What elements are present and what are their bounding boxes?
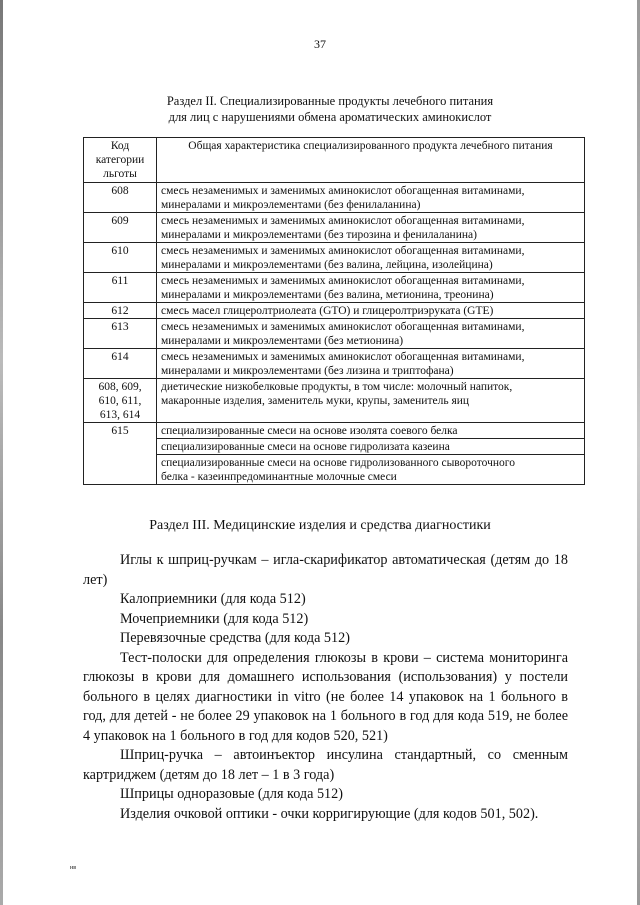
row-description: смесь незаменимых и заменимых аминокислот обогащенная витаминами, минералами и микроэлементами (без фенилаланина) — [157, 183, 585, 213]
list-item: Изделия очковой оптики - очки корригирующие (для кодов 501, 502). — [120, 805, 539, 822]
table-header-row — [84, 138, 585, 183]
table-row — [84, 243, 585, 273]
row-code: 615 — [84, 423, 157, 485]
table-row — [84, 349, 585, 379]
section2-title-line1: Раздел II. Специализированные продукты лечебного питания — [166, 94, 494, 108]
table-row — [84, 303, 585, 319]
list-item: Шприц-ручка – автоинъектор инсулина стандартный, со сменным картриджем (детям до 18 лет – 1 в 3 года) — [83, 747, 568, 783]
row-description: специализированные смеси на основе гидролизата казеина — [157, 439, 585, 455]
table-row — [84, 423, 585, 439]
row-code: 609 — [84, 213, 157, 243]
list-item: Иглы к шприц-ручкам – игла-скарификатор автоматическая (детям до 18 лет) — [83, 552, 568, 588]
row-code: 613 — [84, 319, 157, 349]
row-description: смесь незаменимых и заменимых аминокислот обогащенная витаминами, минералами и микроэлементами (без валина, лейцина, изолейцина) — [157, 243, 585, 273]
list-item: Тест-полоски для определения глюкозы в крови – система мониторинга глюкозы в крови для домашнего использования (использования) у постели больного в целях диагностики in vitro (не более 14 упаковок на 1 больного в год, для детей - не более 29 упаковок на 1 больного в год для кода 519, не более 4 упаковок на 1 больного в год для кодов 520, 521) — [83, 649, 568, 744]
row-code: 611 — [84, 273, 157, 303]
row-description: специализированные смеси на основе изолята соевого белка — [157, 423, 585, 439]
table-row — [84, 319, 585, 349]
row-code: 610 — [84, 243, 157, 273]
table-row — [84, 439, 585, 455]
list-item: Калоприемники (для кода 512) — [120, 591, 306, 607]
row-description: смесь незаменимых и заменимых аминокислот обогащенная витаминами, минералами и микроэлементами (без лизина и триптофана) — [157, 349, 585, 379]
scan-edge-left — [0, 0, 3, 905]
table-row — [84, 213, 585, 243]
page-number: 37 — [314, 37, 326, 51]
benefit-products-table — [83, 137, 585, 485]
table-row — [84, 273, 585, 303]
row-description: смесь незаменимых и заменимых аминокислот обогащенная витаминами, минералами и микроэлементами (без метионина) — [157, 319, 585, 349]
row-description: смесь масел глицеролтриолеата (GTO) и глицеролтриэруката (GTE) — [157, 303, 585, 319]
row-description: смесь незаменимых и заменимых аминокислот обогащенная витаминами, минералами и микроэлементами (без тирозина и фенилаланина) — [157, 213, 585, 243]
header-description: Общая характеристика специализированного продукта лечебного питания — [157, 138, 585, 183]
list-item: Перевязочные средства (для кода 512) — [120, 630, 350, 646]
list-item: Шприцы одноразовые (для кода 512) — [120, 786, 343, 802]
row-code: 614 — [84, 349, 157, 379]
footer-mark: нв — [70, 865, 77, 871]
table-row — [84, 455, 585, 485]
row-description: специализированные смеси на основе гидролизованного сывороточного белка - казеинпредоминантные молочные смеси — [157, 455, 585, 485]
section2-title-line2: для лиц с нарушениями обмена ароматических аминокислот — [168, 110, 492, 124]
table-row — [84, 379, 585, 423]
table-row — [84, 183, 585, 213]
row-code: 612 — [84, 303, 157, 319]
row-description: смесь незаменимых и заменимых аминокислот обогащенная витаминами, минералами и микроэлементами (без валина, метионина, треонина) — [157, 273, 585, 303]
section3-list — [83, 551, 568, 824]
row-code: 608 — [84, 183, 157, 213]
row-code: 608, 609, 610, 611, 613, 614 — [84, 379, 157, 423]
header-code: Код категории льготы — [84, 138, 157, 183]
row-description: диетические низкобелковые продукты, в том числе: молочный напиток, макаронные изделия, заменитель муки, крупы, заменитель яиц — [157, 379, 585, 423]
section2-title — [120, 93, 540, 125]
list-item: Мочеприемники (для кода 512) — [120, 610, 309, 627]
section3-title: Раздел III. Медицинские изделия и средства диагностики — [149, 518, 491, 533]
